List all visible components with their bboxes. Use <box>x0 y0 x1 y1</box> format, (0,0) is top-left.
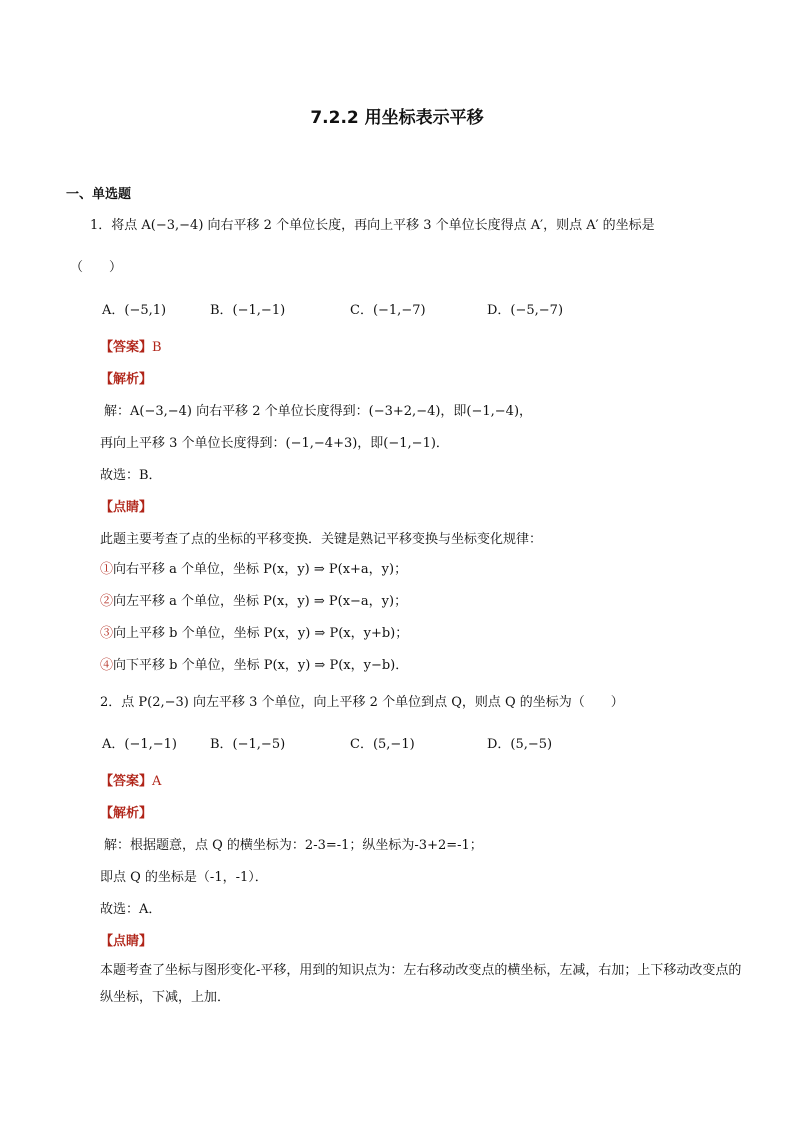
q2-analysis-line-3: 故选：A． <box>100 902 162 917</box>
q1-analysis-line-2: 再向上平移 3 个单位长度得到：(−1,−4+3)，即(−1,−1)． <box>100 436 449 451</box>
q2-comment-text: 本题考查了坐标与图形变化-平移，用到的知识点为：左右移动改变点的横坐标，左减，右加；上下移动改变点的纵坐标，下减，上加． <box>100 963 742 1005</box>
q2-analysis-line-1: 解：根据题意，点 Q 的横坐标为：2-3=-1；纵坐标为-3+2=-1； <box>104 838 483 853</box>
question-1-paren: （ ） <box>70 260 123 275</box>
q2-option-a: A．(−1,−1) <box>102 737 177 752</box>
question-2-stem: 2．点 P(2,−3) 向左平移 3 个单位，向上平移 2 个单位到点 Q，则点 Q 的坐标为（ ） <box>100 695 624 710</box>
q1-rule-4 <box>100 654 408 673</box>
rule-text: 向上平移 b 个单位，坐标 P(x，y) ⇒ P(x，y+b)； <box>113 626 409 641</box>
q2-answer-label: 【答案】 <box>100 774 153 789</box>
q1-rule-2 <box>100 590 407 609</box>
q1-rule-3 <box>100 622 408 641</box>
q2-answer-value: A <box>152 774 162 789</box>
q1-option-a: A．(−5,1) <box>102 303 167 318</box>
q1-answer-label: 【答案】 <box>100 340 153 355</box>
q1-comment-label: 【点睛】 <box>100 500 153 515</box>
q1-analysis-line-3: 故选：B． <box>100 468 162 483</box>
rule-number: ④ <box>100 658 114 673</box>
rule-number: ① <box>100 562 114 577</box>
q2-answer-line <box>100 770 161 789</box>
q2-option-c: C．(5,−1) <box>350 737 415 752</box>
q1-analysis-label: 【解析】 <box>100 372 153 387</box>
q2-analysis-label: 【解析】 <box>100 806 153 821</box>
q1-option-c: C．(−1,−7) <box>350 303 426 318</box>
q2-comment-label: 【点睛】 <box>100 934 153 949</box>
rule-number: ③ <box>100 626 114 641</box>
q1-answer-line <box>100 336 162 355</box>
rule-text: 向右平移 a 个单位，坐标 P(x，y) ⇒ P(x+a，y)； <box>113 562 408 577</box>
q1-analysis-line-1: 解：A(−3,−4) 向右平移 2 个单位长度得到：(−3+2,−4)，即(−1,−4)， <box>104 404 533 419</box>
question-1-stem: 1．将点 A(−3,−4) 向右平移 2 个单位长度，再向上平移 3 个单位长度得点 A′，则点 A′ 的坐标是 <box>90 218 655 233</box>
q2-option-b: B．(−1,−5) <box>210 737 286 752</box>
q1-comment-intro: 此题主要考查了点的坐标的平移变换．关键是熟记平移变换与坐标变化规律： <box>100 532 543 547</box>
page-title: 7.2.2 用坐标表示平移 <box>310 108 484 128</box>
q1-option-d: D．(−5,−7) <box>487 303 564 318</box>
rule-text: 向下平移 b 个单位，坐标 P(x，y) ⇒ P(x，y−b)． <box>113 658 409 673</box>
q2-option-d: D．(5,−5) <box>487 737 553 752</box>
rule-text: 向左平移 a 个单位，坐标 P(x，y) ⇒ P(x−a，y)； <box>113 594 408 609</box>
section-heading: 一、单选题 <box>66 187 132 202</box>
q1-rule-1 <box>100 558 407 577</box>
q1-option-b: B．(−1,−1) <box>210 303 286 318</box>
q1-answer-value: B <box>152 340 162 355</box>
q2-analysis-line-2: 即点 Q 的坐标是（-1，-1）． <box>100 870 268 885</box>
rule-number: ② <box>100 594 114 609</box>
